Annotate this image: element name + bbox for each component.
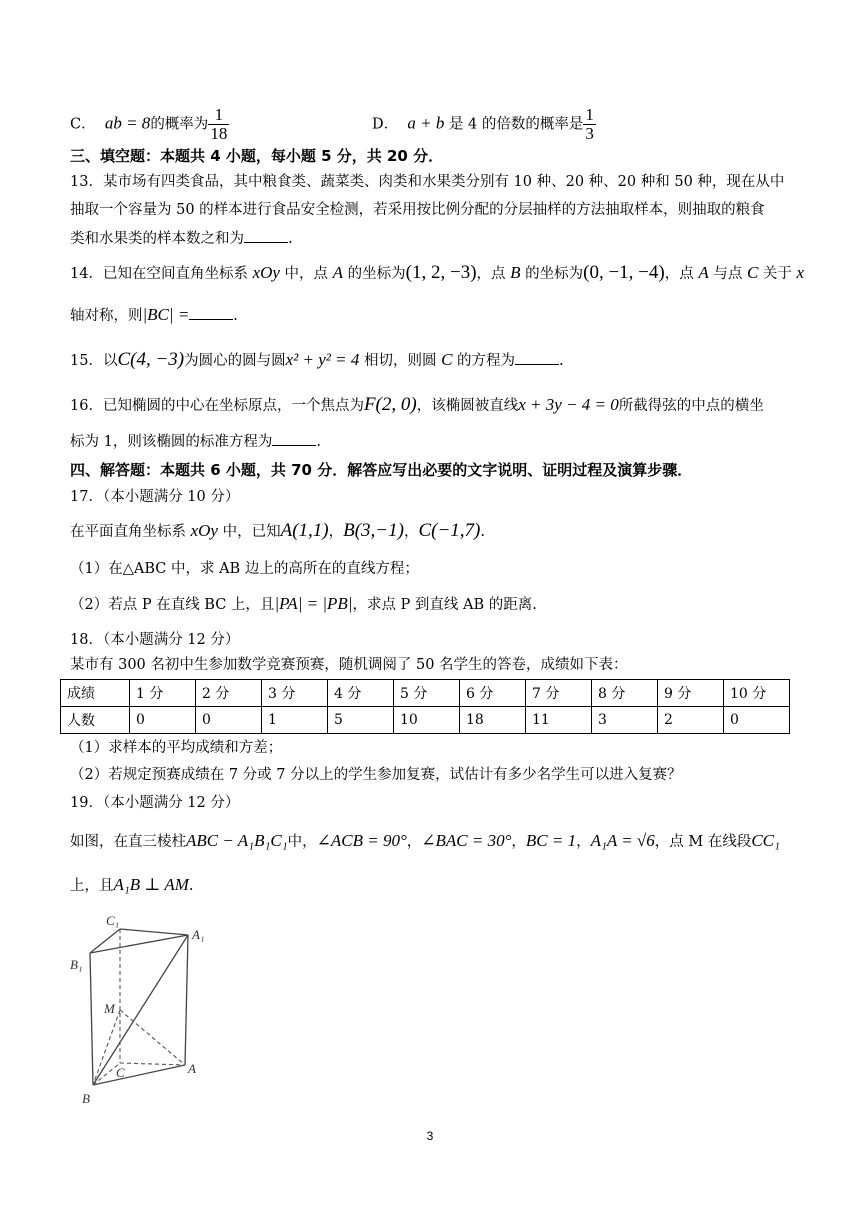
score-table <box>60 679 790 734</box>
q18-part-2: （2）若规定预赛成绩在 7 分或 7 分以上的学生参加复赛，试估计有多少名学生可以进入复赛？ <box>70 767 682 783</box>
q17-part-2-text-b: ，求点 P 到直线 AB 的距离. <box>352 597 537 613</box>
table-row <box>61 680 790 707</box>
table-cell: 0 <box>130 707 196 734</box>
table-cell: 3 分 <box>262 680 328 707</box>
q15-circle: x² + y² = 4 <box>285 350 360 369</box>
table-cell: 8 分 <box>592 680 658 707</box>
q14-axis: x <box>796 263 805 282</box>
edge-b1-b <box>90 953 93 1085</box>
option-c-math: ab = 8 <box>104 113 151 133</box>
q14-text-3: 的坐标为 <box>347 266 406 282</box>
edge-a1-a <box>185 935 188 1065</box>
q16-line-1 <box>70 395 764 416</box>
q13-line-1: 13．某市场有四类食品，其中粮食类、蔬菜类、肉类和水果类分别有 10 种、20 种、20 种和 50 种，现在从中 <box>70 174 785 190</box>
q17-part-2-text-a: （2）若点 P 在直线 BC 上，且 <box>70 597 275 613</box>
table-header-cell: 成绩 <box>61 680 130 707</box>
label-b: B <box>82 1091 90 1106</box>
q19-bc: BC = 1 <box>525 831 577 850</box>
section-3-heading: 三、填空题：本题共 4 小题，每小题 5 分，共 20 分． <box>70 147 444 165</box>
q19-prism: ABC − A₁B₁C₁ <box>186 831 288 850</box>
label-c: C <box>116 1065 125 1080</box>
q19-stem-text-c: ，点 M 在线段 <box>654 834 752 850</box>
q14-text-1: 14．已知在空间直角坐标系 <box>70 266 248 282</box>
q14-sys: xOy <box>252 263 280 282</box>
q15-pt-c: C <box>441 350 453 369</box>
q16-line-2-text: 标为 1，则该椭圆的标准方程为 <box>70 434 273 450</box>
table-cell: 9 分 <box>658 680 724 707</box>
segment-m-a-hidden <box>120 1010 185 1065</box>
q13-line-2: 抽取一个容量为 50 的样本进行食品安全检测，若采用按比例分配的分层抽样的方法抽取样本，则抽取的粮食 <box>70 202 765 218</box>
option-c <box>70 106 229 143</box>
edge-c-a-hidden <box>120 1063 185 1065</box>
q19-line-2 <box>70 875 194 896</box>
q14-line-2 <box>70 305 238 326</box>
q17-point-a: A(1,1) <box>280 520 329 541</box>
q14-end: . <box>233 308 238 324</box>
label-a: A <box>188 1061 196 1076</box>
edge-b-a <box>93 1065 185 1085</box>
q14-pt-c: C <box>746 263 759 282</box>
table-cell: 2 分 <box>196 680 262 707</box>
q15-line <box>70 350 564 371</box>
option-c-frac-den: 18 <box>210 124 228 143</box>
option-d-label: D． <box>372 116 399 133</box>
table-cell: 10 分 <box>724 680 790 707</box>
q16-text-2: ，该椭圆被直线 <box>416 398 519 414</box>
q15-center: C(4, −3) <box>117 349 185 370</box>
q17-point-c: C(−1,7) <box>418 520 481 541</box>
q18-title: 18．（本小题满分 12 分） <box>70 632 240 648</box>
q15-answer-blank[interactable] <box>515 350 559 365</box>
q14-pt-a: A <box>332 263 344 282</box>
option-c-text: 的概率为 <box>150 116 209 133</box>
q16-text-1: 16．已知椭圆的中心在坐标原点，一个焦点为 <box>70 398 364 414</box>
q17-stem-text-b: 中，已知 <box>222 524 281 540</box>
option-c-frac-num: 1 <box>208 106 229 125</box>
table-cell: 3 <box>592 707 658 734</box>
q13-answer-blank[interactable] <box>244 228 288 243</box>
q19-angle-1: ∠ACB = 90° <box>316 831 407 850</box>
q14-text-6: ，点 <box>664 266 694 282</box>
option-d-fraction <box>583 106 596 143</box>
q17-stem <box>70 521 485 542</box>
q17-sep-2: ， <box>403 524 419 540</box>
edge-b1-c1 <box>90 929 120 953</box>
table-cell: 7 分 <box>526 680 592 707</box>
q18-stem: 某市有 300 名初中生参加数学竞赛预赛，随机调阅了 50 名学生的答卷，成绩如下表： <box>70 657 628 673</box>
q19-end: . <box>188 878 194 894</box>
table-cell: 0 <box>724 707 790 734</box>
q15-text-2: 为圆心的圆与圆 <box>184 353 286 369</box>
q17-part-1: （1）在△ABC 中，求 AB 边上的高所在的直线方程； <box>70 561 419 577</box>
table-cell: 5 分 <box>394 680 460 707</box>
q17-sep-1: ， <box>328 524 344 540</box>
q14-coord-b: (0, −1, −4) <box>583 262 665 283</box>
q15-text-4: 的方程为 <box>457 353 516 369</box>
q14-answer-blank[interactable] <box>189 305 233 320</box>
prism-figure <box>60 905 230 1110</box>
q14-line-2-text: 轴对称，则 <box>70 308 143 324</box>
table-header-cell: 人数 <box>61 707 130 734</box>
q15-end: . <box>559 353 564 369</box>
q19-stem-text-b: 中， <box>287 834 317 850</box>
q14-text-2: 中，点 <box>284 266 329 282</box>
table-cell: 18 <box>460 707 526 734</box>
table-cell: 1 分 <box>130 680 196 707</box>
q14-coord-a: (1, 2, −3) <box>405 262 477 283</box>
q17-title: 17．（本小题满分 10 分） <box>70 489 240 505</box>
q16-answer-blank[interactable] <box>272 431 316 446</box>
q15-text-1: 15．以 <box>70 353 118 369</box>
q19-a1a: A₁A = √6 <box>590 831 655 850</box>
q17-sys: xOy <box>190 521 218 540</box>
table-cell: 2 <box>658 707 724 734</box>
q19-sep-3: ， <box>576 834 591 850</box>
q16-text-3: 所截得弦的中点的横坐 <box>618 398 764 414</box>
q14-expr: |BC| = <box>142 305 190 324</box>
table-cell: 6 分 <box>460 680 526 707</box>
q13-line-3-text: 类和水果类的样本数之和为 <box>70 231 244 247</box>
table-cell: 1 <box>262 707 328 734</box>
label-m: M <box>104 1001 115 1016</box>
option-d <box>372 106 596 143</box>
q14-text-4: ，点 <box>476 266 506 282</box>
q19-title: 19．（本小题满分 12 分） <box>70 795 240 811</box>
q14-pt-a2: A <box>698 263 709 282</box>
q16-focus: F(2, 0) <box>363 394 417 415</box>
q17-stem-text-a: 在平面直角坐标系 <box>70 524 186 540</box>
q14-line-1 <box>70 263 804 284</box>
label-a1: A₁ <box>192 927 205 942</box>
q13-line-3: 类和水果类的样本数之和为 . <box>70 228 293 249</box>
q17-stem-end: . <box>480 524 485 540</box>
option-d-text: 是 4 的倍数的概率是 <box>448 116 584 133</box>
q15-text-3: 相切，则圆 <box>363 353 437 369</box>
q19-stem-text-a: 如图，在直三棱柱 <box>70 834 186 850</box>
label-b1: B₁ <box>70 957 83 972</box>
q16-line-eq: x + 3y − 4 = 0 <box>518 395 619 414</box>
q18-part-1: （1）求样本的平均成绩和方差； <box>70 740 283 756</box>
q19-stem <box>70 831 780 852</box>
q19-segment: CC₁ <box>751 831 780 850</box>
option-d-math: a + b <box>407 113 445 133</box>
option-d-frac-num: 1 <box>585 105 594 124</box>
q16-line-2 <box>70 431 321 452</box>
label-c1: C₁ <box>106 913 120 928</box>
option-c-fraction <box>208 106 229 143</box>
edge-b1-a1 <box>90 935 188 953</box>
table-cell: 5 <box>328 707 394 734</box>
q17-point-b: B(3,−1) <box>343 520 404 541</box>
q17-part-2 <box>70 594 537 615</box>
q14-text-7: 与点 <box>713 266 743 282</box>
q19-perp: A₁B ⊥ AM <box>113 875 189 894</box>
q19-sep-1: ， <box>406 834 422 850</box>
table-cell: 4 分 <box>328 680 394 707</box>
q19-sep-2: ， <box>511 834 526 850</box>
q14-pt-b: B <box>510 263 521 282</box>
section-4-heading: 四、解答题：本题共 6 小题，共 70 分．解答应写出必要的文字说明、证明过程及演算步骤． <box>70 461 693 479</box>
table-cell: 0 <box>196 707 262 734</box>
edge-c1-a1 <box>120 929 188 935</box>
option-c-label: C． <box>70 116 96 133</box>
q19-line-2-text: 上，且 <box>70 878 114 894</box>
option-d-frac-den: 3 <box>585 124 594 143</box>
table-row <box>61 707 790 734</box>
q14-text-8: 关于 <box>762 266 792 282</box>
q17-part-2-expr: |PA| = |PB| <box>274 594 353 613</box>
table-cell: 10 <box>394 707 460 734</box>
q19-angle-2: ∠BAC = 30° <box>421 831 512 850</box>
table-cell: 11 <box>526 707 592 734</box>
q14-text-5: 的坐标为 <box>525 266 584 282</box>
page-number: 3 <box>426 1129 434 1143</box>
q16-end: . <box>316 434 321 450</box>
